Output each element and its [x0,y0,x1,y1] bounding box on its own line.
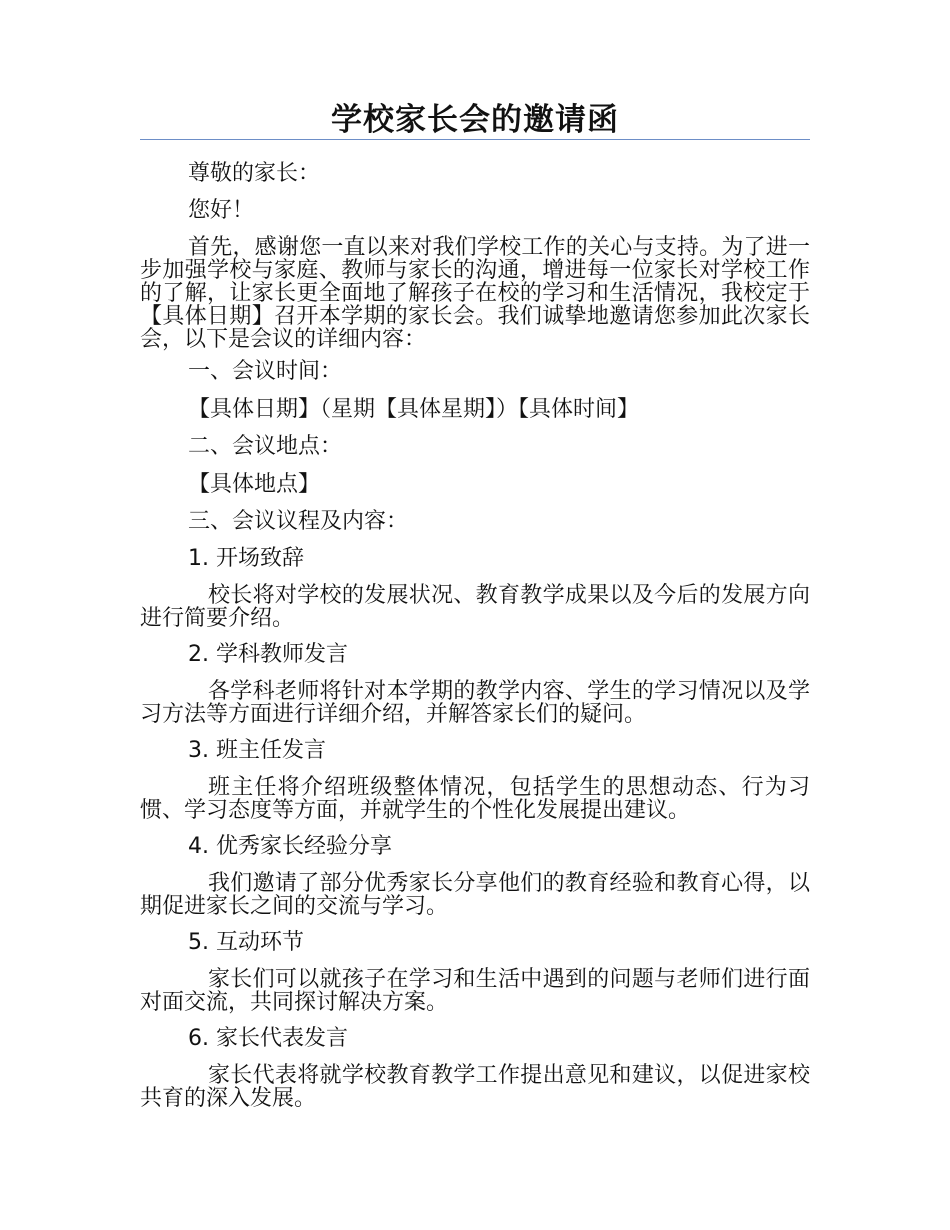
title-underline [140,139,810,140]
agenda-item-desc: 校长将对学校的发展状况、教育教学成果以及今后的发展方向进行简要介绍。 [140,583,810,631]
agenda-item-title: 3. 班主任发言 [188,738,326,763]
place-heading: 二、会议地点： [188,434,343,459]
agenda-item-title: 2. 学科教师发言 [188,642,348,667]
agenda-item-title: 6. 家长代表发言 [188,1026,348,1051]
agenda-heading: 三、会议议程及内容： [188,509,409,534]
time-value: 【具体日期】（星期【具体星期】）【具体时间】 [188,397,640,422]
agenda-item-title: 5. 互动环节 [188,930,304,955]
agenda-item-desc: 班主任将介绍班级整体情况，包括学生的思想动态、行为习惯、学习态度等方面，并就学生的个性化发展提出建议。 [140,775,810,823]
document-title: 学校家长会的邀请函 [331,102,619,138]
greeting: 您好！ [188,198,255,223]
place-value: 【具体地点】 [188,472,321,497]
salutation: 尊敬的家长： [188,161,321,186]
agenda-item-title: 4. 优秀家长经验分享 [188,834,392,859]
agenda-item-title: 1. 开场致辞 [188,546,304,571]
agenda-item-desc: 家长们可以就孩子在学习和生活中遇到的问题与老师们进行面对面交流，共同探讨解决方案。 [140,967,810,1015]
agenda-item-desc: 我们邀请了部分优秀家长分享他们的教育经验和教育心得，以期促进家长之间的交流与学习。 [140,871,810,919]
agenda-item-desc: 各学科老师将针对本学期的教学内容、学生的学习情况以及学习方法等方面进行详细介绍，并解答家长们的疑问。 [140,679,810,727]
agenda-item-desc: 家长代表将就学校教育教学工作提出意见和建议，以促进家校共育的深入发展。 [140,1063,810,1111]
intro-paragraph: 首先，感谢您一直以来对我们学校工作的关心与支持。为了进一步加强学校与家庭、教师与家长的沟通，增进每一位家长对学校工作的了解，让家长更全面地了解孩子在校的学习和生活情况，我校定于【具体日期】召开本学期的家长会。我们诚挚地邀请您参加此次家长会，以下是会议的详细内容： [140,235,810,352]
time-heading: 一、会议时间： [188,359,343,384]
